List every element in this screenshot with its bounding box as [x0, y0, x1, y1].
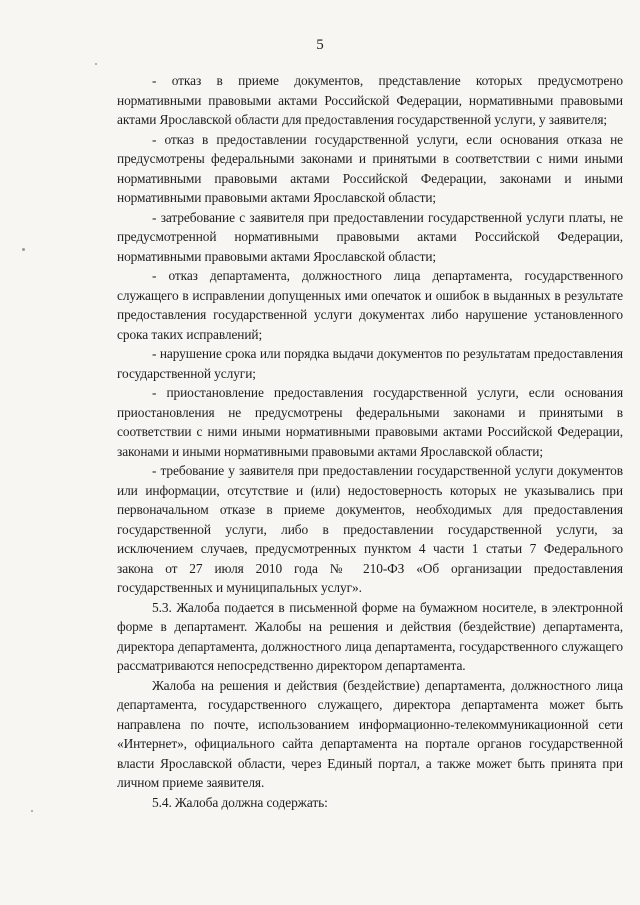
- section-5-3-paragraph: 5.3. Жалоба подается в письменной форме на бумажном носителе, в электронной форме в департамент. Жалобы на решения и действия (бездействие) департамента, директора департамента, должностного лица департамента, государственного служащего рассматриваются непосредственно директором департамента.: [117, 599, 623, 673]
- list-item-refusal-service: - отказ в предоставлении государственной услуги, если основания отказа не предусмотрены федеральными законами и принятыми в соответствии с ними иными нормативными правовыми актами Российской Федерации, законами и иными нормативными правовыми актами Ярославской области;: [117, 131, 623, 205]
- scan-speck: [22, 248, 25, 251]
- scan-speck: [95, 63, 97, 65]
- section-5-4-heading: 5.4. Жалоба должна содержать:: [152, 794, 328, 810]
- page-number: 5: [316, 37, 324, 53]
- document-body: [117, 71, 623, 812]
- list-item-demand-documents: - требование у заявителя при предоставлении государственной услуги документов или информации, отсутствие и (или) недостоверность которых не указывались при первоначальном отказе в приеме документов, необходимых для предоставления государственной услуги, либо в предоставлении государственной услуги, за исключением случаев, предусмотренных пунктом 4 части 1 статьи 7 Федерального закона от 27 июля 2010 года № 210-ФЗ «Об организации предоставления государственных и муниципальных услуг».: [117, 463, 623, 595]
- list-item-refusal-accept-docs: - отказ в приеме документов, представление которых предусмотрено нормативными правовыми актами Российской Федерации, нормативными правовыми актами Ярославской области для предоставления государственной услуги, у заявителя;: [117, 73, 623, 127]
- list-item-violation-issue-deadline: - нарушение срока или порядка выдачи документов по результатам предоставления государственной услуги;: [117, 346, 623, 381]
- scan-speck: [31, 810, 33, 812]
- list-item-demand-payment: - затребование с заявителя при предоставлении государственной услуги платы, не предусмотренной нормативными правовыми актами Российской Федерации, нормативными правовыми актами Ярославской области;: [117, 209, 623, 264]
- list-item-suspension: - приостановление предоставления государственной услуги, если основания приостановления не предусмотрены федеральными законами и принятыми в соответствии с ними иными нормативными правовыми актами Российской Федерации, законами и иными нормативными правовыми актами Ярославской области;: [117, 385, 623, 459]
- complaint-submission-paragraph: Жалоба на решения и действия (бездействие) департамента, должностного лица департамента, государственного служащего, директора департамента может быть направлена по почте, использованием информационно-телекоммуникационной сети «Интернет», официального сайта департамента на портале органов государственной власти Ярославской области, через Единый портал, а также может быть принята при личном приеме заявителя.: [117, 677, 623, 790]
- list-item-refusal-correct-errors: - отказ департамента, должностного лица департамента, государственного служащего в исправлении допущенных ими опечаток и ошибок в выданных в результате предоставления государственной услуги документах либо нарушение установленного срока таких исправлений;: [117, 268, 623, 342]
